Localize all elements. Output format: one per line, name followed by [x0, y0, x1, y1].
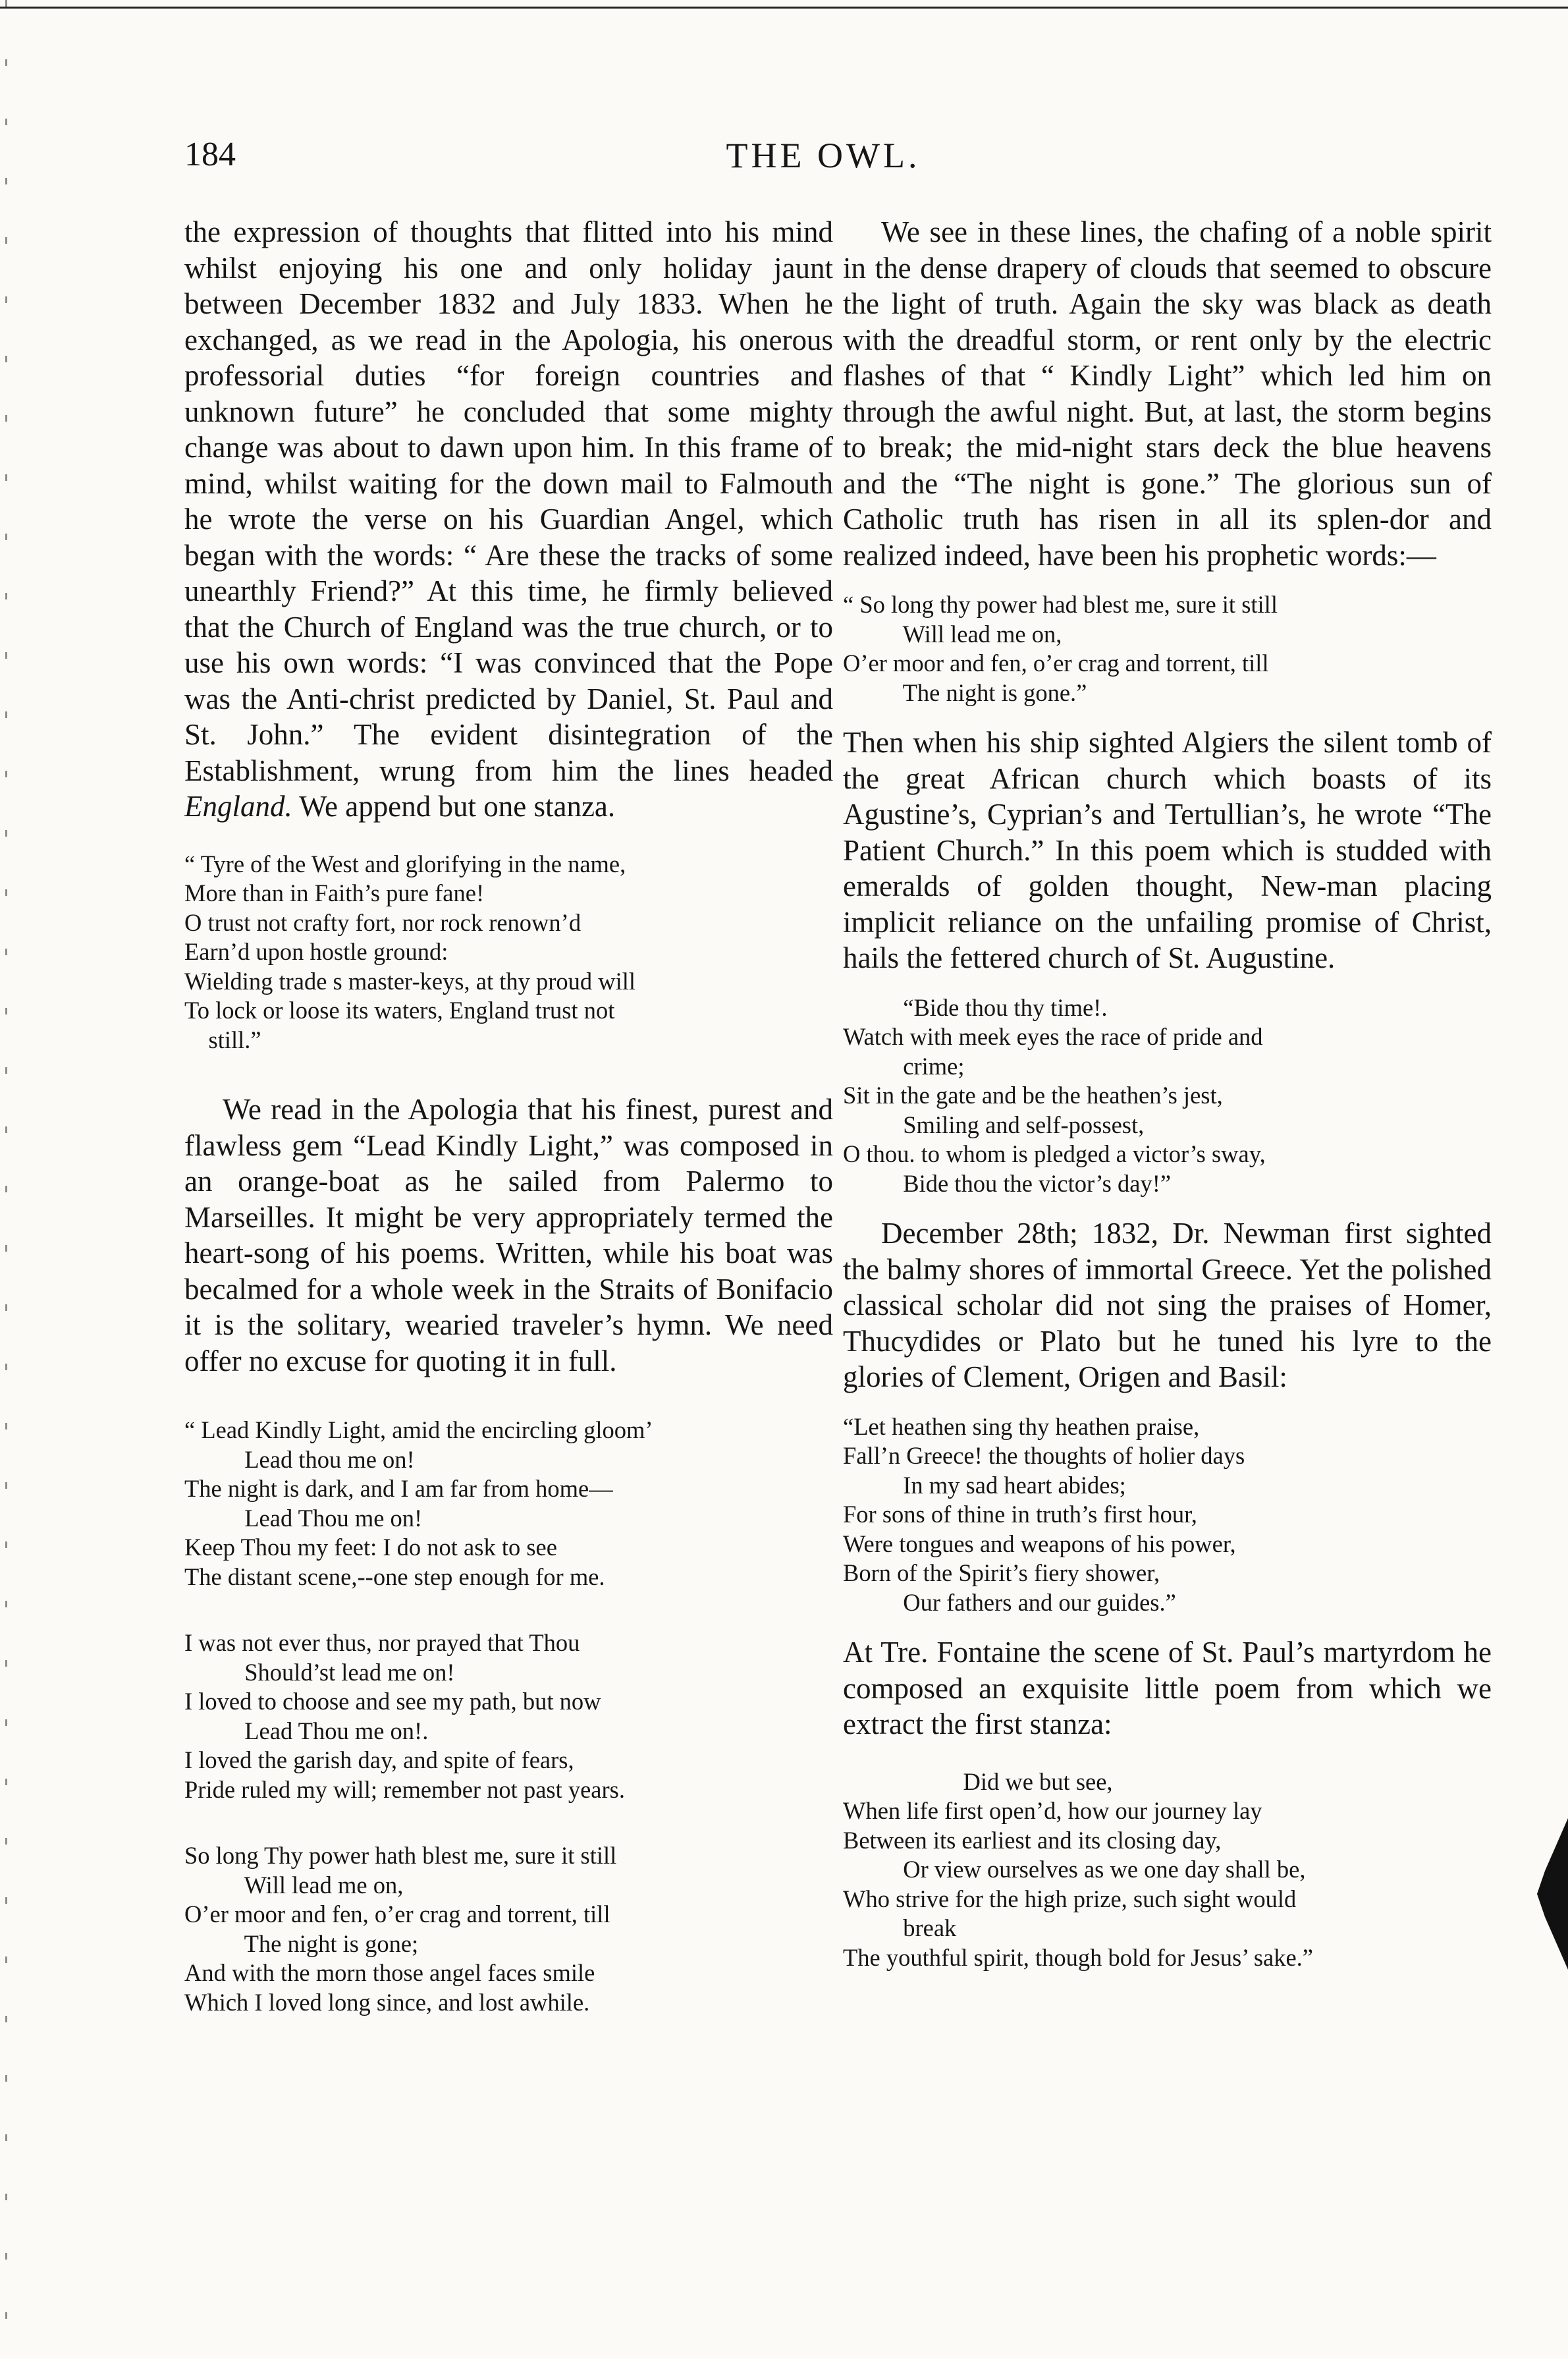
spacer	[843, 976, 1492, 993]
right-paragraph-1: We see in these lines, the chafing of a noble spirit in the dense drapery of clouds that seemed to obscure the light of truth. Again the sky was black as death with the dreadful storm, or rent only by the electric flashes of that “ Kindly Light” which led him on through the awful night. But, at last, the storm begins to break; the mid-night stars deck the blue heavens and the “The night is gone.” The glorious sun of Catholic truth has risen in all its splen-dor and realized indeed, have been his prophetic words:—	[843, 215, 1492, 572]
right-paragraph-2: Then when his ship sighted Algiers the silent tomb of the great African church which boasts of its Agustine’s, Cyprian’s and Tertullian’s, he wrote “The Patient Church.” In this poem which is studded with emeralds of golden thought, New-man placing implicit reliance on the unfailing promise of Christ, hails the fettered church of St. Augustine.	[843, 726, 1492, 974]
binding-shadow-mark	[1532, 1818, 1568, 1970]
spacer	[843, 573, 1492, 590]
spacer	[843, 1198, 1492, 1215]
left-paragraph-1-end: We append but one stanza.	[292, 790, 616, 823]
left-paragraph-1	[184, 214, 833, 825]
left-paragraph-1-italic: England.	[184, 790, 292, 823]
left-paragraph-1-text: the expression of thoughts that flitted into his mind whilst enjoying his one and only holiday jaunt between December 1832 and July 1833. When he exchanged, as we read in the Apologia, his onerous professorial duties “for foreign countries and unknown future” he concluded that some mighty change was about to dawn upon him. In this frame of mind, whilst waiting for the down mail to Falmouth he wrote the verse on his Guardian Angel, which began with the words: “ Are these the tracks of some unearthly Friend?” At this time, he firmly believed that the Church of England was the true church, or to use his own words: “I was convinced that the Pope was the Anti-christ predicted by Daniel, St. Paul and St. John.” The evident disintegration of the Establishment, wrung from him the lines headed	[184, 215, 833, 787]
right-paragraph-3: December 28th; 1832, Dr. Newman first sighted the balmy shores of immortal Greece. Yet the polished classical scholar did not sing the praises of Homer, Thucydides or Plato but he tuned his lyre to the glories of Clement, Origen and Basil:	[843, 1217, 1492, 1393]
left-verse-lead-kindly-light-1: “ Lead Kindly Light, amid the encircling gloom’ Lead thou me on! The night is dark, and I am far from home— Lead Thou me on! Keep Thou my feet: I do not ask to see The distant scene,--one step enough for me.	[184, 1416, 653, 1590]
right-verse-patient-church: “Bide thou thy time!. Watch with meek eyes the race of pride and crime; Sit in the gate and be the heathen’s jest, Smiling and self-possest, O thou. to whom is pledged a victor’s sway, Bide thou the victor’s day!”	[843, 993, 1266, 1197]
left-column	[184, 214, 833, 2017]
spacer	[184, 1804, 833, 1841]
running-title: THE OWL.	[726, 136, 921, 175]
left-verse-lead-kindly-light-3: So long Thy power hath blest me, sure it still Will lead me on, O’er moor and fen, o’er crag and torrent, till The night is gone; And with the morn those angel faces smile Which I loved long since, and lost awhile.	[184, 1842, 617, 2016]
spacer	[843, 1742, 1492, 1767]
spacer	[184, 1055, 833, 1092]
page-number: 184	[184, 136, 236, 173]
left-verse-lead-kindly-light-2: I was not ever thus, nor prayed that Thou Should’st lead me on! I loved to choose and see my path, but now Lead Thou me on!. I loved the garish day, and spite of fears, Pride ruled my will; remember not past years.	[184, 1629, 625, 1803]
spacer	[843, 1617, 1492, 1634]
scan-edge-marks	[5, 0, 7, 2359]
page-header	[184, 135, 1462, 188]
right-verse-so-long: “ So long thy power had blest me, sure it still Will lead me on, O’er moor and fen, o’er crag and torrent, till The night is gone.”	[843, 591, 1278, 706]
spacer	[843, 708, 1492, 725]
right-verse-did-we-but-see: Did we but see, When life first open’d, how our journey lay Between its earliest and its closing day, Or view ourselves as we one day shall be, Who strive for the high prize, such sight would break The youthful spirit, though bold for Jesus’ sake.”	[843, 1767, 1313, 1971]
right-verse-greece: “Let heathen sing thy heathen praise, Fall’n Greece! the thoughts of holier days In my sad heart abides; For sons of thine in truth’s first hour, Were tongues and weapons of his power, Born of the Spirit’s fiery shower, Our fathers and our guides.”	[843, 1412, 1245, 1616]
left-verse-england: “ Tyre of the West and glorifying in the name, More than in Faith’s pure fane! O trust not crafty fort, nor rock renown’d Earn’d upon hostle ground: Wielding trade s master-keys, at thy proud will To lock or loose its waters, England trust not still.”	[184, 850, 636, 1053]
right-column	[843, 214, 1492, 1972]
spacer	[184, 1379, 833, 1416]
spacer	[184, 825, 833, 850]
left-paragraph-2: We read in the Apologia that his finest, purest and flawless gem “Lead Kindly Light,” was composed in an orange-boat as he sailed from Palermo to Marseilles. It might be very appropriately termed the heart-song of his poems. Written, while his boat was becalmed for a whole week in the Straits of Bonifacio it is the solitary, wearied traveler’s hymn. We need offer no excuse for quoting it in full.	[184, 1093, 833, 1377]
top-border-rule	[0, 7, 1568, 9]
spacer	[843, 1395, 1492, 1412]
spacer	[184, 1592, 833, 1628]
right-paragraph-4: At Tre. Fontaine the scene of St. Paul’s martyrdom he composed an exquisite little poem from which we extract the first stanza:	[843, 1636, 1492, 1740]
